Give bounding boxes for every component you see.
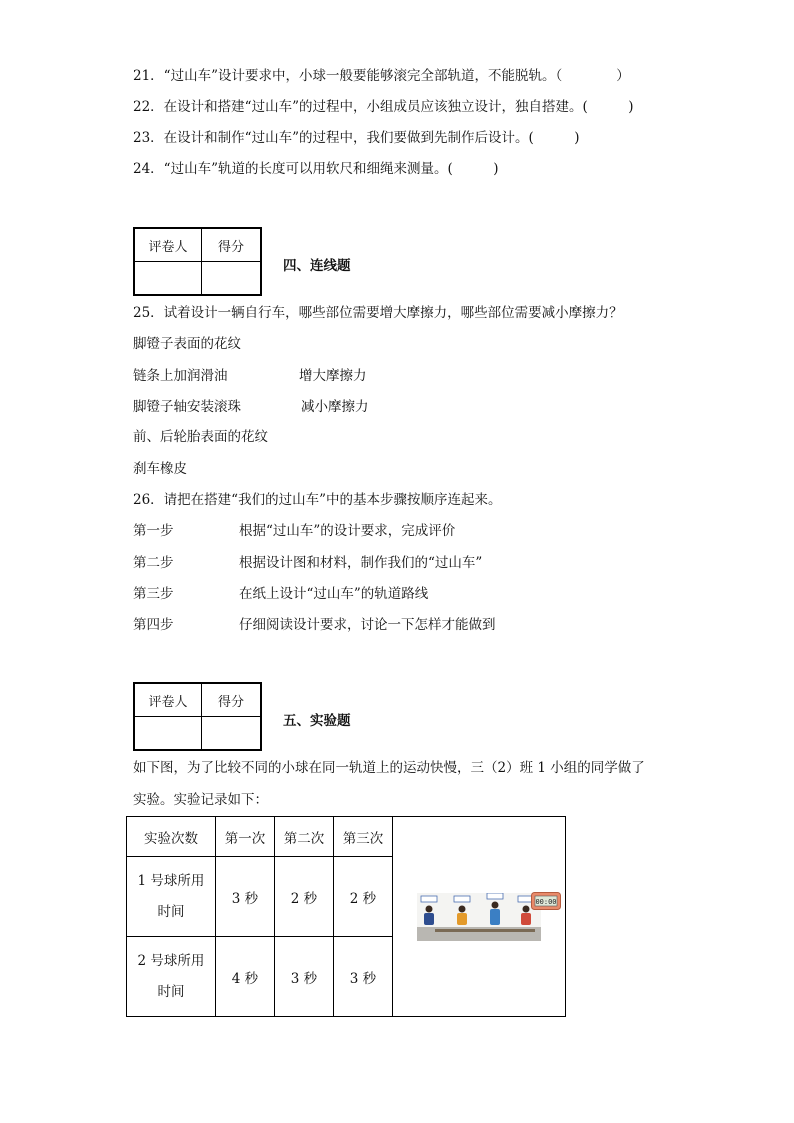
experiment-record-table [126,816,566,1017]
section-4-title: 四、连线题 [283,258,351,274]
q26-action: 仔细阅读设计要求，讨论一下怎样才能做到 [239,617,496,633]
question-25: 25．试着设计一辆自行车，哪些部位需要增大摩擦力，哪些部位需要减小摩擦力？ [133,305,623,321]
score-box-section4 [133,227,262,296]
score-label: 得分 [202,228,262,262]
table-header: 第二次 [275,817,334,857]
question-23: 23．在设计和制作“过山车”的过程中，我们要做到先制作后设计。( ) [133,130,580,146]
q26-step: 第一步 [133,523,174,539]
question-26: 26．请把在搭建“我们的过山车”中的基本步骤按顺序连起来。 [133,492,502,508]
experiment-photo [417,893,541,941]
row-label-ball-1 [127,857,216,937]
table-header: 第一次 [216,817,275,857]
q26-action: 根据“过山车”的设计要求，完成评价 [239,523,456,539]
reviewer-cell[interactable] [134,262,202,296]
row-label-line: 时间 [157,903,185,920]
q26-action: 根据设计图和材料，制作我们的“过山车” [239,555,483,571]
q26-action: 在纸上设计“过山车”的轨道路线 [239,586,429,602]
table-cell: 4 秒 [216,937,275,1017]
q26-step: 第三步 [133,586,174,602]
q25-left-item: 刹车橡皮 [133,461,187,477]
experiment-intro-cont: 实验。实验记录如下： [133,792,268,808]
q26-step: 第四步 [133,617,174,633]
table-cell: 3 秒 [275,937,334,1017]
q25-left-item: 脚镫子表面的花纹 [133,336,241,352]
q25-left-item: 链条上加润滑油 [133,368,228,384]
stopwatch-icon [531,892,561,910]
score-label: 得分 [202,683,262,717]
reviewer-label: 评卷人 [134,683,202,717]
row-label-line: 时间 [157,983,185,1000]
question-21: 21．“过山车”设计要求中，小球一般要能够滚完全部轨道，不能脱轨。（ ） [133,68,630,84]
table-cell: 2 秒 [275,857,334,937]
score-cell[interactable] [202,717,262,751]
question-22: 22．在设计和搭建“过山车”的过程中，小组成员应该独立设计，独自搭建。( ) [133,99,634,115]
reviewer-label: 评卷人 [134,228,202,262]
stopwatch-readout: 00:00 [535,898,557,906]
q25-right-item: 增大摩擦力 [299,368,367,384]
row-label-line: 1 号球所用 [137,872,205,889]
q26-step: 第二步 [133,555,174,571]
row-label-ball-2 [127,937,216,1017]
table-cell: 2 秒 [334,857,393,937]
row-label-line: 2 号球所用 [137,952,205,969]
section-5-title: 五、实验题 [283,713,351,729]
experiment-intro: 如下图，为了比较不同的小球在同一轨道上的运动快慢，三（2）班 1 小组的同学做了 [133,760,645,776]
table-header: 实验次数 [127,817,216,857]
q25-left-item: 脚镫子轴安装滚珠 [133,399,241,415]
score-box-section5 [133,682,262,751]
table-header: 第三次 [334,817,393,857]
q25-left-item: 前、后轮胎表面的花纹 [133,429,268,445]
table-cell: 3 秒 [216,857,275,937]
score-cell[interactable] [202,262,262,296]
q25-right-item: 减小摩擦力 [301,399,369,415]
question-24: 24．“过山车”轨道的长度可以用软尺和细绳来测量。( ) [133,161,499,177]
experiment-photo-cell [393,817,566,1017]
table-cell: 3 秒 [334,937,393,1017]
reviewer-cell[interactable] [134,717,202,751]
